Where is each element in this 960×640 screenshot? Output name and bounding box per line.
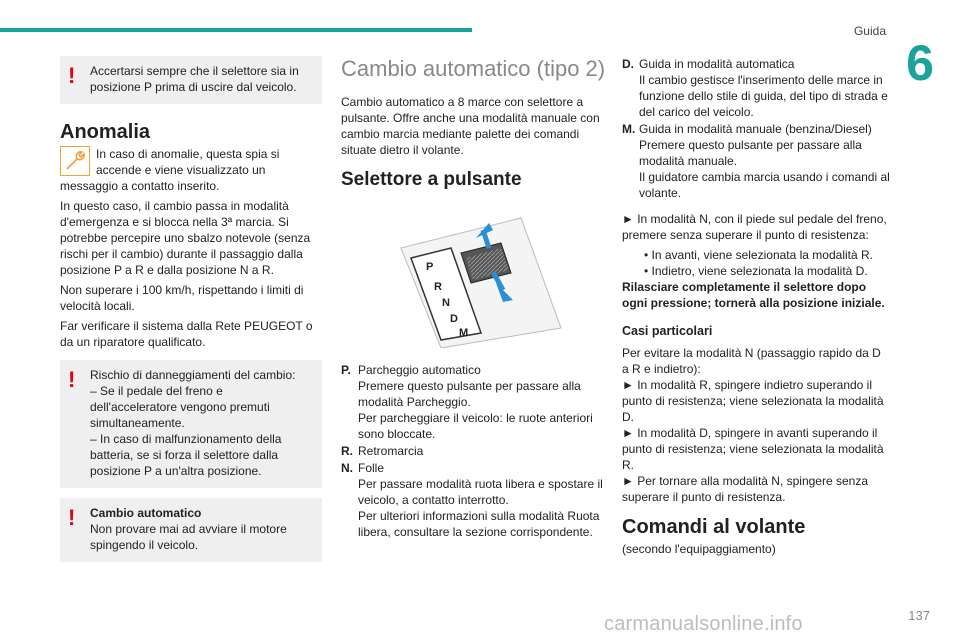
column-right bbox=[622, 56, 890, 561]
definition-line: Premere questo pulsante per passare alla modalità manuale. bbox=[639, 138, 862, 168]
figure-label-n: N bbox=[442, 297, 450, 309]
warning-icon: ! bbox=[68, 367, 76, 392]
definition-key: R. bbox=[341, 444, 353, 458]
bold-note: Rilasciare completamente il selettore dopo ogni pressione; tornerà alla posizione iniziale. bbox=[622, 280, 885, 310]
figure-label-d: D bbox=[450, 313, 458, 325]
definition-item bbox=[622, 56, 890, 120]
definition-item bbox=[341, 362, 607, 442]
definition-key: D. bbox=[622, 57, 634, 71]
watermark: carmanualsonline.info bbox=[604, 613, 803, 635]
definition-value bbox=[639, 56, 890, 120]
definition-line: Premere questo pulsante per passare alla modalità Parcheggio. bbox=[358, 379, 581, 409]
definition-value bbox=[639, 121, 890, 201]
warning-text: Non provare mai ad avviare il motore spingendo il veicolo. bbox=[90, 522, 287, 552]
definition-value bbox=[358, 362, 607, 442]
definition-list bbox=[622, 56, 890, 201]
warning-box-auto bbox=[60, 498, 322, 562]
casi-text: ► In modalità R, spingere indietro superando il punto di resistenza; viene selezionata la modalità D. bbox=[622, 378, 884, 424]
instruction-text: ► In modalità N, con il piede sul pedale del freno, premere senza superare il punto di resistenza: bbox=[622, 212, 887, 242]
definition-item bbox=[622, 121, 890, 201]
definition-key: P. bbox=[341, 363, 351, 377]
definition-value bbox=[358, 460, 607, 540]
section-title-selettore: Selettore a pulsante bbox=[341, 169, 522, 190]
chapter-number: 6 bbox=[906, 35, 934, 91]
section-name: Guida bbox=[853, 24, 886, 38]
definition-line: Guida in modalità automatica bbox=[639, 57, 795, 71]
warning-icon: ! bbox=[68, 505, 76, 530]
comandi-subtitle: (secondo l'equipaggiamento) bbox=[622, 542, 776, 556]
definition-key: N. bbox=[341, 461, 353, 475]
section-title-anomalia: Anomalia bbox=[60, 121, 151, 143]
intro-text: Cambio automatico a 8 marce con selettore a pulsante. Offre anche una modalità manuale con cambio marcia mediante palette dei comandi situate dietro il volante. bbox=[341, 95, 600, 157]
bullet-item: • Indietro, viene selezionata la modalità D. bbox=[644, 264, 868, 278]
definition-line: Folle bbox=[358, 461, 385, 475]
column-left bbox=[60, 56, 322, 572]
warning-text: – Se il pedale del freno e dell'acceleratore vengono premuti simultaneamente. bbox=[90, 384, 270, 430]
bullet-item: • In avanti, viene selezionata la modalità R. bbox=[644, 248, 873, 262]
figure-label-r: R bbox=[434, 281, 442, 293]
warning-title: Cambio automatico bbox=[90, 506, 202, 520]
header-accent-bar bbox=[0, 28, 472, 32]
warning-text: Rischio di danneggiamenti del cambio: bbox=[90, 368, 296, 382]
casi-text: ► Per tornare alla modalità N, spingere senza superare il punto di resistenza. bbox=[622, 474, 868, 504]
gear-selector-illustration bbox=[371, 208, 571, 348]
definition-key: M. bbox=[622, 122, 636, 136]
anomalia-p4: Far verificare il sistema dalla Rete PEUGEOT o da un riparatore qualificato. bbox=[60, 319, 313, 349]
figure-label-p: P bbox=[426, 261, 434, 273]
definition-line: Guida in modalità manuale (benzina/Diesel) bbox=[639, 122, 872, 136]
definition-line: Retromarcia bbox=[358, 444, 424, 458]
anomalia-p1: In caso di anomalie, questa spia si accende e viene visualizzato un messaggio a contatto inserito. bbox=[60, 147, 280, 193]
warning-box-selector bbox=[60, 56, 322, 104]
anomalia-p2: In questo caso, il cambio passa in modalità d'emergenza e si blocca nella 3ª marcia. Si potrebbe percepire uno sbalzo notevole (senza rischi per il cambio) durante il passaggio dalla posizione P a R e dalla posizione N a R. bbox=[60, 199, 311, 277]
warning-icon: ! bbox=[68, 63, 76, 88]
casi-text: ► In modalità D, spingere in avanti superando il punto di resistenza; viene selezionata la modalità R. bbox=[622, 426, 884, 472]
page-number: 137 bbox=[908, 608, 930, 623]
definition-line: Per parcheggiare il veicolo: le ruote anteriori sono bloccate. bbox=[358, 411, 593, 441]
warning-box-damage bbox=[60, 360, 322, 488]
definition-line: Per ulteriori informazioni sulla modalità Ruota libera, consultare la sezione corrispondente. bbox=[358, 509, 600, 539]
definition-item bbox=[341, 460, 607, 540]
definition-line: Per passare modalità ruota libera e spostare il veicolo, a contatto interrotto. bbox=[358, 477, 603, 507]
warning-text: Accertarsi sempre che il selettore sia in posizione P prima di uscire dal veicolo. bbox=[90, 64, 299, 94]
anomalia-p3: Non superare i 100 km/h, rispettando i limiti di velocità locali. bbox=[60, 283, 304, 313]
warning-text: – In caso di malfunzionamento della batteria, se si forza il selettore dalla posizione P a un'altra posizione. bbox=[90, 432, 282, 478]
definition-value bbox=[358, 443, 423, 459]
section-title-casi: Casi particolari bbox=[622, 324, 713, 338]
column-middle bbox=[341, 56, 607, 541]
definition-list bbox=[341, 362, 607, 540]
casi-text: Per evitare la modalità N (passaggio rapido da D a R e indietro): bbox=[622, 346, 881, 376]
definition-item bbox=[341, 443, 607, 459]
definition-line: Il cambio gestisce l'inserimento delle marce in funzione dello stile di guida, del tipo di strada e del carico del veicolo. bbox=[639, 73, 888, 119]
definition-line: Parcheggio automatico bbox=[358, 363, 481, 377]
figure-label-m: M bbox=[459, 327, 469, 339]
section-title-comandi: Comandi al volante bbox=[622, 516, 806, 538]
page-title: Cambio automatico (tipo 2) bbox=[341, 56, 606, 81]
definition-line: Il guidatore cambia marcia usando i comandi al volante. bbox=[639, 170, 890, 200]
wrench-icon bbox=[60, 146, 90, 176]
